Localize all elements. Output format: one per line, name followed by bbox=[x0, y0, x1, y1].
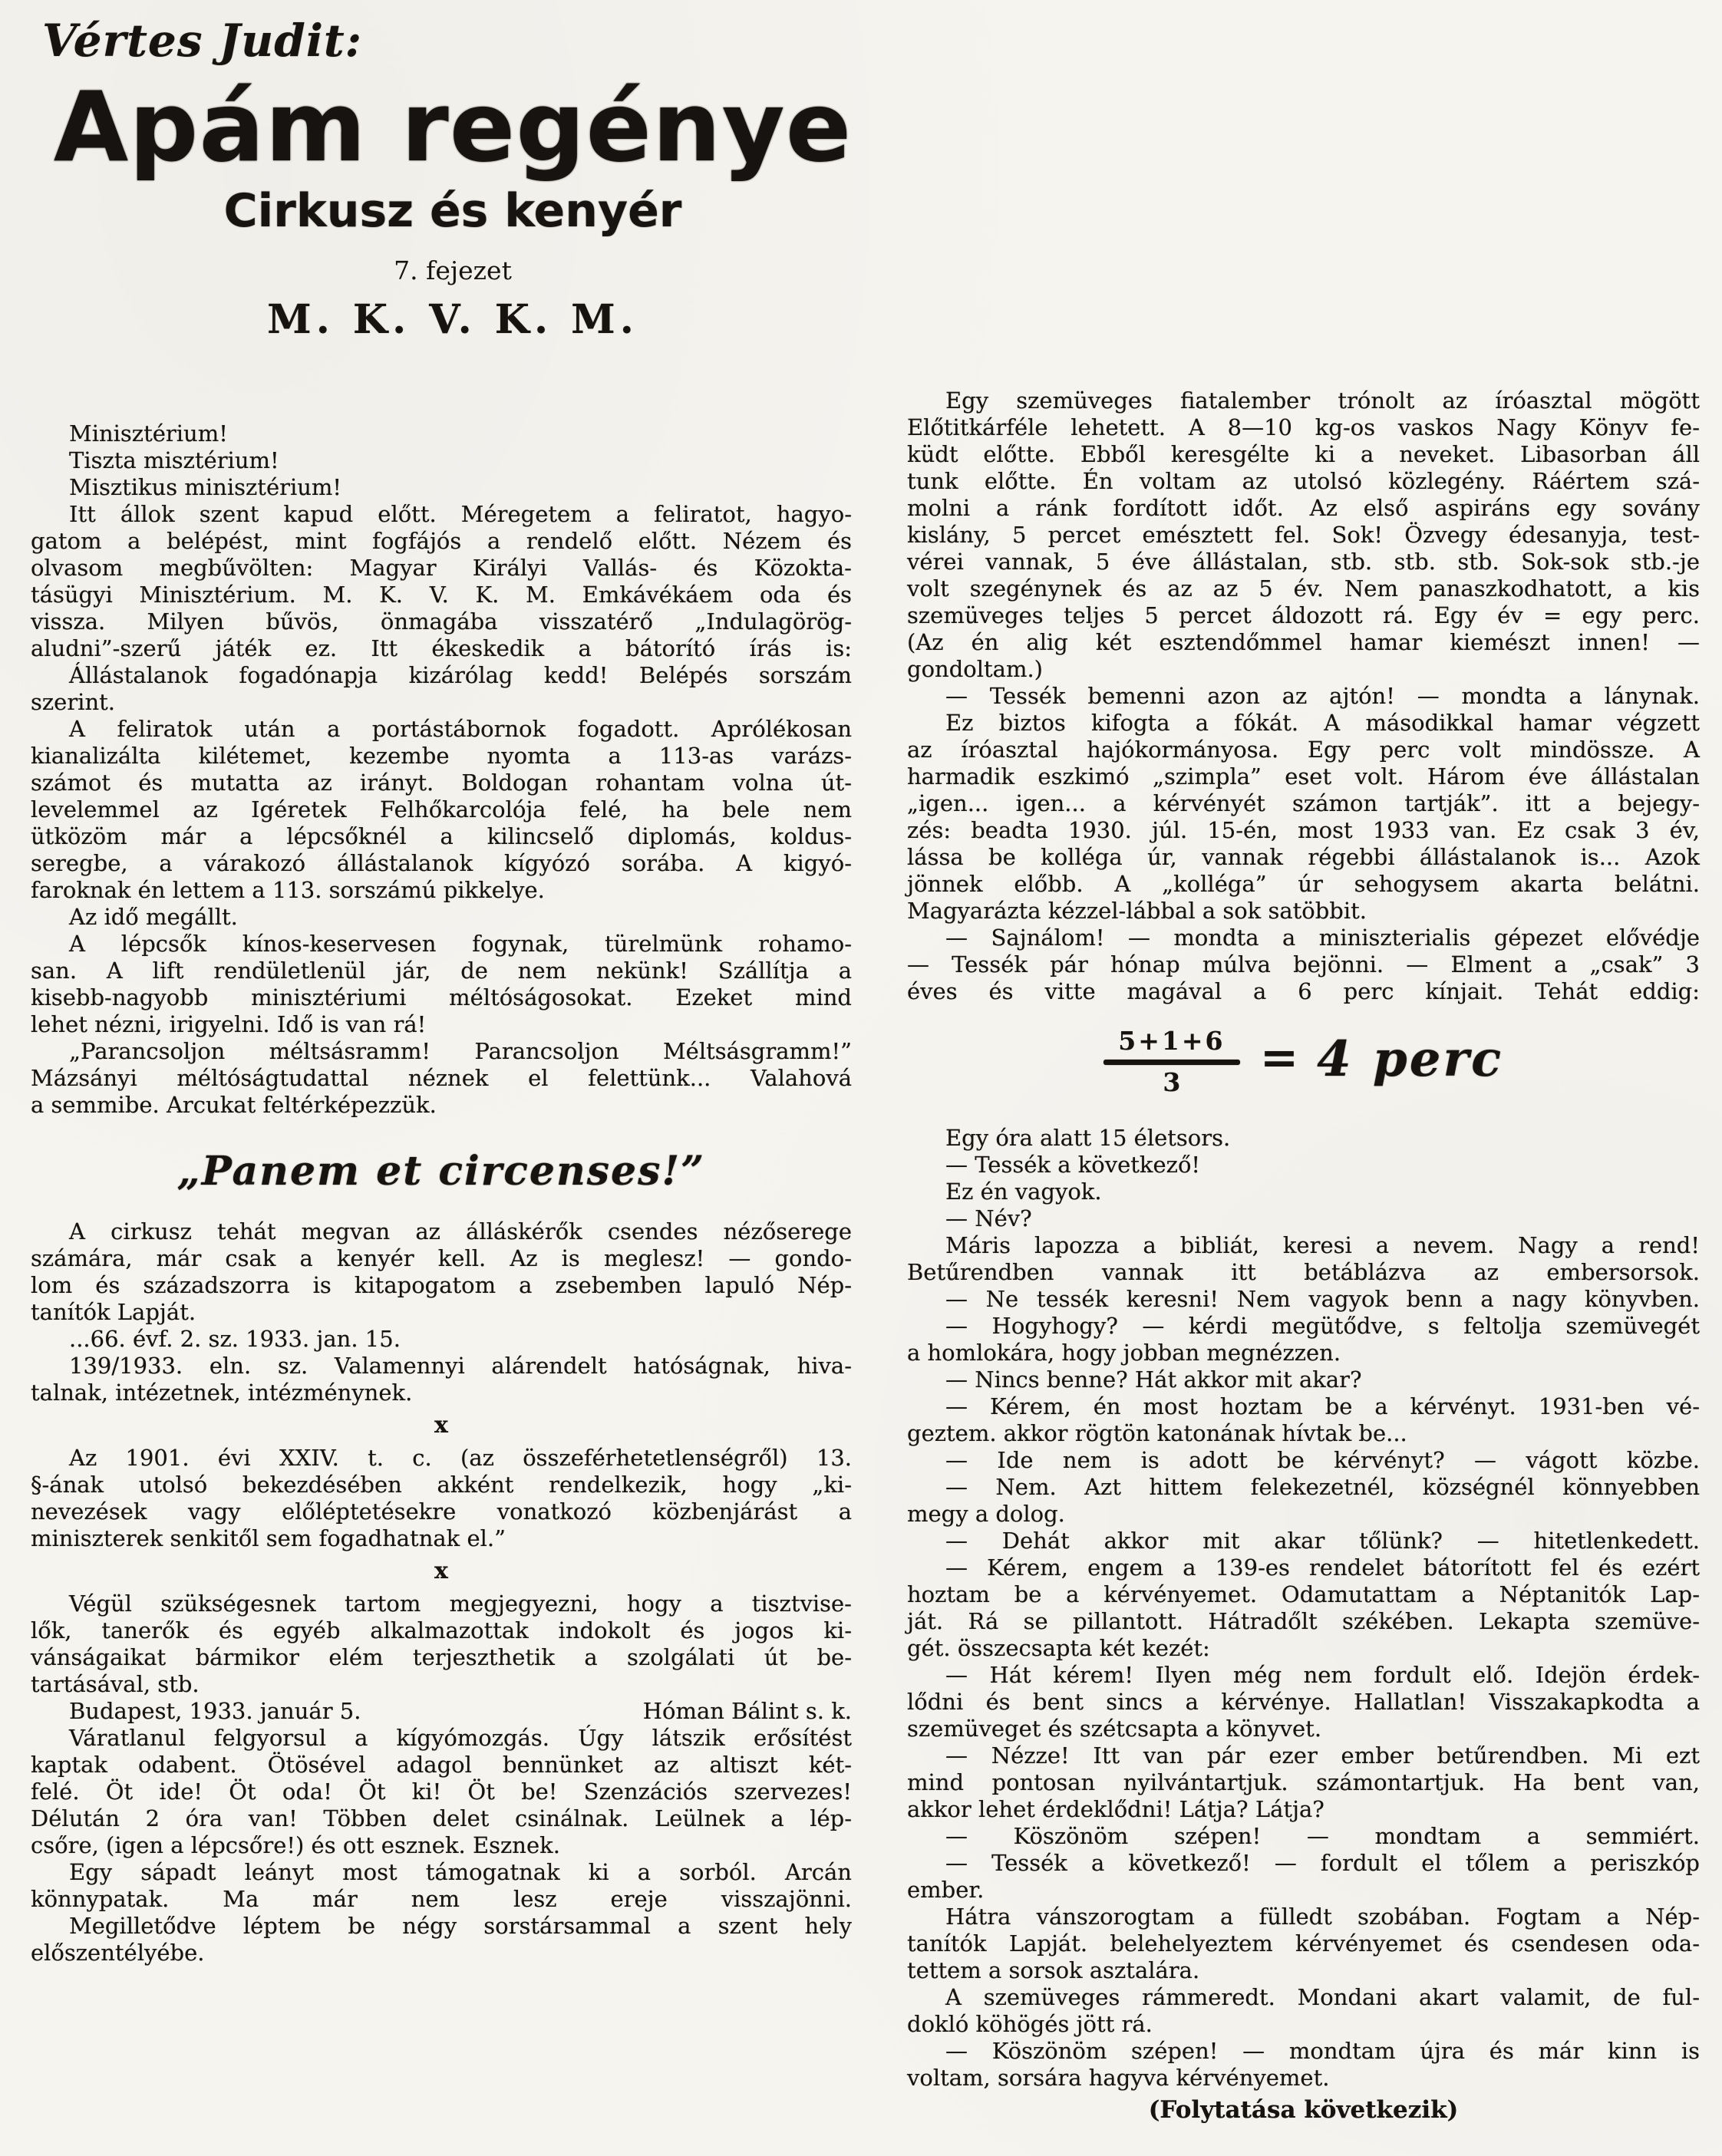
text-line bbox=[907, 1984, 1700, 2011]
text-line-content: — Sajnálom! — mondta a miniszterialis gépezet elővédje bbox=[945, 925, 1700, 951]
text-line-content: jönnek előbb. A „kolléga” úr sehogysem akarta belátni. bbox=[907, 871, 1700, 897]
text-line bbox=[907, 656, 1700, 683]
text-line bbox=[907, 817, 1700, 844]
text-line bbox=[907, 1608, 1700, 1635]
text-line-content: Máris lapozza a bibliát, keresi a nevem. Nagy a rend! bbox=[945, 1232, 1700, 1258]
text-line-content: — Kérem, engem a 139-es rendelet bátorított fel és ezért bbox=[945, 1554, 1700, 1581]
text-line-content: lássa be kolléga úr, vannak régebbi állástalanok is... Azok bbox=[907, 844, 1700, 870]
text-line bbox=[907, 2011, 1700, 2038]
text-line-content: Végül szükségesnek tartom megjegyezni, hogy a tisztvise- bbox=[69, 1591, 852, 1617]
paragraph bbox=[31, 1038, 852, 1119]
text-line-content: nevezések vagy előléptetésekre vonatkozó közbenjárást a bbox=[31, 1498, 852, 1525]
text-line bbox=[31, 1886, 852, 1913]
text-line bbox=[31, 474, 852, 501]
paragraph bbox=[907, 710, 1700, 925]
text-line-content: lom és századszorra is kitapogatom a zsebemben lapuló Nép- bbox=[31, 1272, 852, 1298]
paragraph bbox=[31, 1725, 852, 1859]
paragraph bbox=[31, 904, 852, 931]
text-line-content: Minisztérium! bbox=[69, 420, 228, 447]
text-line-content: — Ne tessék keresni! Nem vagyok benn a nagy könyvben. bbox=[945, 1286, 1700, 1312]
text-line bbox=[31, 447, 852, 474]
text-line bbox=[31, 1245, 852, 1272]
byline: Vértes Judit: bbox=[42, 15, 363, 67]
text-line bbox=[907, 1957, 1700, 1984]
text-line-content: ember. bbox=[907, 1877, 985, 1903]
text-line-content: Megilletődve léptem be négy sorstársammal a szent hely bbox=[69, 1913, 852, 1939]
text-line-content: zés: beadta 1930. júl. 15-én, most 1933 van. Ez csak 3 év, bbox=[907, 817, 1700, 843]
formula-block bbox=[907, 1027, 1700, 1097]
text-line bbox=[31, 743, 852, 770]
text-line bbox=[907, 683, 1700, 710]
text-line bbox=[907, 763, 1700, 790]
paragraph bbox=[907, 1366, 1700, 1393]
section-heading: „Panem et circenses!” bbox=[176, 1148, 706, 1195]
paragraph bbox=[31, 1913, 852, 1966]
text-line bbox=[907, 1205, 1700, 1232]
paragraph bbox=[907, 1393, 1700, 1447]
paragraph bbox=[907, 1179, 1700, 1205]
text-line bbox=[907, 1850, 1700, 1877]
text-line-content: — Nincs benne? Hát akkor mit akar? bbox=[945, 1366, 1362, 1393]
paragraph bbox=[907, 1742, 1700, 1823]
text-line-content: Ez én vagyok. bbox=[945, 1179, 1102, 1205]
text-line bbox=[907, 951, 1700, 978]
text-line-content: Az 1901. évi XXIV. t. c. (az összeférhetetlenségről) 13. bbox=[69, 1445, 852, 1471]
text-line bbox=[907, 1366, 1700, 1393]
paragraph bbox=[31, 1218, 852, 1326]
paragraph bbox=[31, 1353, 852, 1406]
text-line-content: szerint. bbox=[31, 689, 116, 715]
text-line-content: tásügyi Minisztérium. M. K. V. K. M. Emkávékáem oda és bbox=[31, 582, 852, 608]
fraction-numerator: 5+1+6 bbox=[1118, 1026, 1226, 1056]
text-line bbox=[31, 1752, 852, 1779]
text-line-content: gét. összecsapta két kezét: bbox=[907, 1635, 1210, 1661]
formula-result: 4 perc bbox=[1317, 1030, 1504, 1088]
text-line-content: Hátra vánszorogtam a fülledt szobában. Fogtam a Nép- bbox=[945, 1904, 1700, 1930]
equals-sign: = bbox=[1259, 1030, 1298, 1085]
text-line bbox=[31, 1671, 852, 1698]
text-line-content: voltam, sorsára hagyva kérvényemet. bbox=[907, 2065, 1330, 2091]
paragraph bbox=[31, 931, 852, 1038]
text-line bbox=[31, 1805, 852, 1832]
text-line bbox=[31, 1644, 852, 1671]
text-line bbox=[907, 1286, 1700, 1313]
text-line-content: megy a dolog. bbox=[907, 1501, 1065, 1527]
text-line bbox=[907, 1232, 1700, 1259]
text-line-content: tettem a sorsok asztalára. bbox=[907, 1957, 1200, 1983]
paragraph bbox=[907, 1125, 1700, 1152]
text-line bbox=[31, 1498, 852, 1525]
text-line bbox=[907, 1581, 1700, 1608]
text-line bbox=[31, 1038, 852, 1065]
text-line bbox=[907, 414, 1700, 441]
text-line-content: tanítók Lapját. belehelyeztem kérvényemet és csendesen oda- bbox=[907, 1930, 1700, 1957]
text-line-content: a homlokára, hogy jobban megnézzen. bbox=[907, 1340, 1341, 1366]
text-line-content: Betűrendben vannak itt betáblázva az embersorsok. bbox=[907, 1259, 1700, 1285]
text-line-content: volt szegénynek és az az 5 év. Nem panaszkodhatott, a kis bbox=[907, 575, 1700, 602]
text-line-content: „igen... igen... a kérvényét számon tartják”. itt a bejegy- bbox=[907, 790, 1700, 816]
paragraph bbox=[907, 1850, 1700, 1904]
text-line bbox=[907, 1742, 1700, 1769]
text-line bbox=[907, 2038, 1700, 2065]
text-line-content: — Nézze! Itt van pár ezer ember betűrendben. Mi ezt bbox=[945, 1742, 1700, 1769]
fraction-denominator: 3 bbox=[1163, 1067, 1181, 1097]
text-line bbox=[31, 689, 852, 716]
text-line bbox=[907, 549, 1700, 575]
paragraph bbox=[31, 662, 852, 716]
text-line bbox=[907, 1769, 1700, 1796]
text-line-content: san. A lift rendületlenül jár, de nem nekünk! Szállítja a bbox=[31, 958, 852, 984]
paragraph bbox=[907, 1474, 1700, 1528]
right-column bbox=[907, 387, 1700, 2125]
text-line bbox=[31, 1525, 852, 1552]
paragraph bbox=[907, 1984, 1700, 2038]
paragraph bbox=[31, 1445, 852, 1552]
text-line-content: — Nem. Azt hittem felekezetnél, községnél könnyebben bbox=[945, 1474, 1700, 1500]
paragraph bbox=[907, 925, 1700, 1005]
paragraph bbox=[31, 474, 852, 501]
text-line bbox=[907, 2065, 1700, 2092]
text-line-content: kisebb-nagyobb minisztériumi méltóságosokat. Ezeket mind bbox=[31, 984, 852, 1010]
text-line-content: miniszterek senkitől sem fogadhatnak el.” bbox=[31, 1525, 506, 1551]
text-line bbox=[907, 387, 1700, 414]
text-line bbox=[907, 1259, 1700, 1286]
text-line-content: levelemmel az Igéretek Felhőkarcolója felé, ha bele nem bbox=[31, 796, 852, 823]
text-line bbox=[907, 1125, 1700, 1152]
text-line-content: faroknak én lettem a 113. sorszámú pikkelye. bbox=[31, 877, 545, 903]
paragraph bbox=[31, 1859, 852, 1913]
text-line bbox=[31, 1940, 852, 1966]
text-line-content: Egy szemüveges fiatalember trónolt az íróasztal mögött bbox=[945, 387, 1700, 414]
text-line-content: — Név? bbox=[945, 1205, 1032, 1231]
text-line bbox=[31, 904, 852, 931]
text-line-content: ütközöm már a lépcsőknél a kilincselő diplomás, koldus- bbox=[31, 823, 852, 849]
continuation-note: (Folytatása következik) bbox=[1148, 2096, 1459, 2124]
text-line-content: gondoltam.) bbox=[907, 656, 1043, 682]
text-line bbox=[31, 1092, 852, 1119]
text-line bbox=[31, 823, 852, 850]
paragraph bbox=[907, 1662, 1700, 1742]
section-separator: x bbox=[434, 1558, 448, 1584]
text-line-content: dokló köhögés jött rá. bbox=[907, 2011, 1153, 2037]
text-line-content: „Parancsoljon méltsásramm! Parancsoljon Méltsásgramm!” bbox=[69, 1038, 852, 1064]
text-line-content: gatom a belépést, mint fogfájós a rendelő előtt. Nézem és bbox=[31, 528, 852, 554]
paragraph bbox=[907, 1447, 1700, 1474]
paragraph bbox=[907, 1152, 1700, 1179]
text-line bbox=[31, 1380, 852, 1406]
text-line-content: Misztikus minisztérium! bbox=[69, 474, 342, 500]
left-column bbox=[31, 420, 852, 1966]
text-line bbox=[31, 1299, 852, 1326]
paragraph bbox=[907, 387, 1700, 683]
text-line bbox=[31, 1725, 852, 1752]
text-line-content: szemüveges teljes 5 percet áldozott rá. Egy év = egy perc. bbox=[907, 602, 1700, 628]
text-line bbox=[907, 1823, 1700, 1850]
text-line-content: tunk előtte. Én voltam az utolsó közlegény. Ráértem szá- bbox=[907, 468, 1700, 494]
text-line-content: mind pontosan nyilvántartjuk. számontartjuk. Ha bent van, bbox=[907, 1769, 1700, 1795]
text-line-content: geztem. akkor rögtön katonának hívtak be... bbox=[907, 1420, 1407, 1446]
text-line-content: kianalizálta kilétemet, kezembe nyomta a 113-as varázs- bbox=[31, 743, 852, 769]
chapter-title: M. K. V. K. M. bbox=[267, 296, 638, 343]
article-header bbox=[0, 0, 906, 342]
text-line-content: Ez biztos kifogta a fókát. A másodikkal hamar végzett bbox=[945, 710, 1700, 736]
text-line bbox=[31, 984, 852, 1011]
text-line bbox=[31, 1445, 852, 1472]
text-line-content: A cirkusz tehát megvan az álláskérők csendes nézőserege bbox=[69, 1218, 852, 1244]
text-line bbox=[907, 1313, 1700, 1340]
text-line bbox=[907, 898, 1700, 925]
text-line bbox=[31, 1272, 852, 1299]
text-line-content: talnak, intézetnek, intézménynek. bbox=[31, 1380, 413, 1406]
text-line bbox=[907, 1393, 1700, 1420]
text-line-content: küdt előtte. Ebből keresgélte ki a neveket. Libasorban áll bbox=[907, 441, 1700, 467]
text-line-content: Tiszta misztérium! bbox=[69, 447, 279, 473]
text-line bbox=[31, 582, 852, 608]
paragraph bbox=[31, 420, 852, 447]
text-line bbox=[907, 871, 1700, 898]
text-line bbox=[31, 528, 852, 555]
text-line-content: csőre, (igen a lépcsőre!) és ott esznek. Esznek. bbox=[31, 1832, 560, 1858]
text-line bbox=[907, 1420, 1700, 1447]
text-line-content: Délután 2 óra van! Többen delet csinálnak. Leülnek a lép- bbox=[31, 1805, 852, 1831]
text-line-content: — Tessék a következő! — fordult el tőlem a periszkóp bbox=[945, 1850, 1700, 1876]
text-line-content: akkor lehet érdeklődni! Látja? Látja? bbox=[907, 1796, 1324, 1822]
dateline-place: Budapest, 1933. január 5. bbox=[69, 1698, 361, 1724]
text-line-content: §-ának utolsó bekezdésében akként rendelkezik, hogy „ki- bbox=[31, 1472, 852, 1498]
text-line bbox=[907, 1796, 1700, 1823]
text-line bbox=[907, 1447, 1700, 1474]
text-line bbox=[907, 710, 1700, 737]
text-line-content: Váratlanul felgyorsul a kígyómozgás. Úgy látszik erősítést bbox=[69, 1725, 852, 1751]
paragraph bbox=[907, 683, 1700, 710]
text-line bbox=[31, 420, 852, 447]
paragraph bbox=[907, 1205, 1700, 1232]
text-line bbox=[31, 555, 852, 582]
paragraph bbox=[31, 1326, 852, 1353]
text-line bbox=[907, 1474, 1700, 1501]
text-line-content: számot és mutatta az irányt. Boldogan rohantam volna út- bbox=[31, 770, 852, 796]
text-line bbox=[31, 1591, 852, 1617]
text-line-content: Itt állok szent kapud előtt. Méregetem a feliratot, hagyo- bbox=[69, 501, 852, 527]
text-line bbox=[31, 877, 852, 904]
paragraph bbox=[31, 501, 852, 662]
text-line bbox=[31, 1326, 852, 1353]
text-line-content: vérei vannak, 5 éve állástalan, stb. stb. stb. Sok-sok stb.-je bbox=[907, 549, 1700, 575]
text-line-content: szemüveget és szétcsapta a könyvet. bbox=[907, 1716, 1322, 1742]
paragraph bbox=[907, 1286, 1700, 1313]
text-line bbox=[907, 1554, 1700, 1581]
text-line bbox=[31, 1011, 852, 1038]
text-line bbox=[907, 575, 1700, 602]
text-line-content: aludni”-szerű játék ez. Itt ékeskedik a bátorító írás is: bbox=[31, 635, 852, 661]
text-line-content: Az idő megállt. bbox=[69, 904, 238, 930]
text-line-content: lők, tanerők és egyéb alkalmazottak indokolt és jogos ki- bbox=[31, 1617, 852, 1643]
paragraph bbox=[907, 1232, 1700, 1286]
fraction-bar bbox=[1103, 1060, 1240, 1065]
text-line bbox=[907, 737, 1700, 763]
text-line bbox=[31, 770, 852, 796]
text-line-content: — Hát kérem! Ilyen még nem fordult elő. Idejön érdek- bbox=[945, 1662, 1700, 1688]
text-line bbox=[907, 1877, 1700, 1904]
text-line-content: tanítók Lapját. bbox=[31, 1299, 196, 1325]
paragraph bbox=[907, 1904, 1700, 1984]
paragraph bbox=[31, 716, 852, 904]
text-line bbox=[907, 1340, 1700, 1366]
text-line-content: éves és vitte magával a 6 perc kínjait. Tehát eddig: bbox=[907, 978, 1700, 1004]
text-line bbox=[907, 925, 1700, 951]
text-line-content: előszentélyébe. bbox=[31, 1940, 205, 1966]
text-line bbox=[31, 1832, 852, 1859]
text-line-content: A szemüveges rámmeredt. Mondani akart valamit, de ful- bbox=[945, 1984, 1700, 2010]
text-line-content: — Köszönöm szépen! — mondtam a semmiért. bbox=[945, 1823, 1700, 1849]
text-line-content: Előtitkárféle lehetett. A 8—10 kg-os vaskos Nagy Könyv fe- bbox=[907, 414, 1700, 440]
text-line-content: 139/1933. eln. sz. Valamennyi alárendelt hatóságnak, hiva- bbox=[69, 1353, 852, 1379]
text-line bbox=[31, 1065, 852, 1092]
text-line-content: — Dehát akkor mit akar tőlünk? — hitetlenkedett. bbox=[945, 1528, 1700, 1554]
text-line-content: olvasom megbűvölten: Magyar Királyi Vallás- és Közokta- bbox=[31, 555, 852, 581]
text-line-content: lődni és bent sincs a kérvénye. Hallatlan! Visszakapkodta a bbox=[907, 1689, 1700, 1715]
text-line bbox=[31, 608, 852, 635]
article-title: Apám regénye bbox=[53, 71, 853, 183]
text-line bbox=[907, 1662, 1700, 1689]
text-line-content: A feliratok után a portástábornok fogadott. Aprólékosan bbox=[69, 716, 852, 742]
text-line bbox=[31, 1353, 852, 1380]
text-line-content: az íróasztal hajókormányosa. Egy perc volt mindössze. A bbox=[907, 737, 1700, 763]
text-line bbox=[31, 501, 852, 528]
text-line bbox=[907, 495, 1700, 522]
text-line-content: Állástalanok fogadónapja kizárólag kedd! Belépés sorszám bbox=[69, 662, 852, 688]
text-line bbox=[31, 716, 852, 743]
text-line bbox=[31, 931, 852, 958]
text-line-content: Egy óra alatt 15 életsors. bbox=[945, 1125, 1231, 1151]
paragraph bbox=[907, 1554, 1700, 1662]
text-line-content: — Tessék bemenni azon az ajtón! — mondta a lánynak. bbox=[945, 683, 1700, 709]
text-line-content: molni a ránk fordított időt. Az első aspiráns egy sovány bbox=[907, 495, 1700, 521]
text-line bbox=[31, 1218, 852, 1245]
chapter-number: 7. fejezet bbox=[394, 255, 512, 285]
text-line-content: tartásával, stb. bbox=[31, 1671, 200, 1697]
text-line bbox=[31, 662, 852, 689]
text-line bbox=[31, 1617, 852, 1644]
text-line bbox=[907, 468, 1700, 495]
signature: Hóman Bálint s. k. bbox=[642, 1698, 852, 1724]
text-line bbox=[907, 522, 1700, 549]
text-line bbox=[907, 629, 1700, 656]
text-line-content: ját. Rá se pillantott. Hátradőlt székében. Lekapta szemüve- bbox=[907, 1608, 1700, 1634]
text-line-content: harmadik eszkimó „szimpla” eset volt. Három éve állástalan bbox=[907, 763, 1700, 790]
text-line-content: vissza. Milyen bűvös, önmagába visszatérő „Indulagörög- bbox=[31, 608, 852, 635]
text-line bbox=[31, 1472, 852, 1498]
text-line-content: kislány, 5 percet emésztett fel. Sok! Özvegy édesanyja, test- bbox=[907, 522, 1700, 548]
text-line bbox=[907, 1501, 1700, 1528]
text-line-content: felé. Öt ide! Öt oda! Öt ki! Öt be! Szenzációs szervezes! bbox=[31, 1779, 852, 1805]
text-line bbox=[907, 1930, 1700, 1957]
text-line bbox=[31, 958, 852, 984]
text-line-content: — Ide nem is adott be kérvényt? — vágott közbe. bbox=[945, 1447, 1700, 1473]
text-line bbox=[31, 1859, 852, 1886]
text-line bbox=[907, 1689, 1700, 1716]
text-line bbox=[907, 978, 1700, 1005]
text-line-content: — Kérem, én most hoztam be a kérvényt. 1931-ben vé- bbox=[945, 1393, 1700, 1419]
text-line-content: — Hogyhogy? — kérdi megütődve, s feltolja szemüvegét bbox=[945, 1313, 1700, 1339]
text-line bbox=[907, 844, 1700, 871]
paragraph bbox=[907, 1313, 1700, 1366]
text-line bbox=[31, 796, 852, 823]
text-line-content: Egy sápadt leányt most támogatnak ki a sorból. Arcán bbox=[69, 1859, 852, 1885]
section-separator: x bbox=[434, 1412, 448, 1439]
text-line bbox=[907, 602, 1700, 629]
paragraph bbox=[31, 447, 852, 474]
text-line bbox=[31, 635, 852, 662]
paragraph bbox=[907, 2038, 1700, 2092]
text-line-content: kaptak odabent. Ötösével adagol bennünket az altiszt két- bbox=[31, 1752, 852, 1778]
text-line bbox=[31, 1779, 852, 1805]
text-line-content: vánságaikat bármikor elém terjeszthetik a szolgálati út be- bbox=[31, 1644, 852, 1670]
text-line bbox=[907, 441, 1700, 468]
text-line-content: hoztam be a kérvényemet. Odamutattam a Néptanitók Lap- bbox=[907, 1581, 1700, 1607]
text-line bbox=[907, 1904, 1700, 1930]
paragraph bbox=[31, 1591, 852, 1698]
text-line bbox=[907, 1528, 1700, 1554]
text-line-content: — Köszönöm szépen! — mondtam újra és már kinn is bbox=[945, 2038, 1700, 2064]
text-line bbox=[907, 790, 1700, 817]
text-line bbox=[31, 1913, 852, 1940]
text-line-content: számára, már csak a kenyér kell. Az is meglesz! — gondo- bbox=[31, 1245, 852, 1271]
article-subtitle: Cirkusz és kenyér bbox=[223, 184, 682, 238]
text-line-content: a semmibe. Arcukat feltérképezzük. bbox=[31, 1092, 437, 1118]
text-line bbox=[31, 850, 852, 877]
text-line-content: ...66. évf. 2. sz. 1933. jan. 15. bbox=[69, 1326, 401, 1352]
paragraph bbox=[907, 1528, 1700, 1554]
dateline bbox=[31, 1698, 852, 1725]
text-line bbox=[907, 1179, 1700, 1205]
text-line-content: A lépcsők kínos-keservesen fogynak, türelmünk rohamo- bbox=[69, 931, 852, 957]
paragraph bbox=[907, 1823, 1700, 1850]
text-line-content: — Tessék pár hónap múlva bejönni. — Elment a „csak” 3 bbox=[907, 951, 1700, 977]
text-line-content: Magyarázta kézzel-lábbal a sok satöbbit. bbox=[907, 898, 1367, 924]
text-line-content: Mázsányi méltóságtudattal néznek el felettünk... Valahová bbox=[31, 1065, 852, 1091]
text-line bbox=[907, 1152, 1700, 1179]
text-line-content: (Az én alig két esztendőmmel hamar kiemészt innen! — bbox=[907, 629, 1700, 655]
text-line bbox=[907, 1635, 1700, 1662]
text-line bbox=[907, 1716, 1700, 1742]
text-line-content: seregbe, a várakozó állástalanok kígyózó sorába. A kigyó- bbox=[31, 850, 852, 876]
text-line-content: könnypatak. Ma már nem lesz ereje visszajönni. bbox=[31, 1886, 852, 1912]
fraction bbox=[1103, 1027, 1240, 1097]
text-line-content: — Tessék a következő! bbox=[945, 1152, 1201, 1178]
text-line-content: lehet nézni, irigyelni. Idő is van rá! bbox=[31, 1011, 427, 1037]
